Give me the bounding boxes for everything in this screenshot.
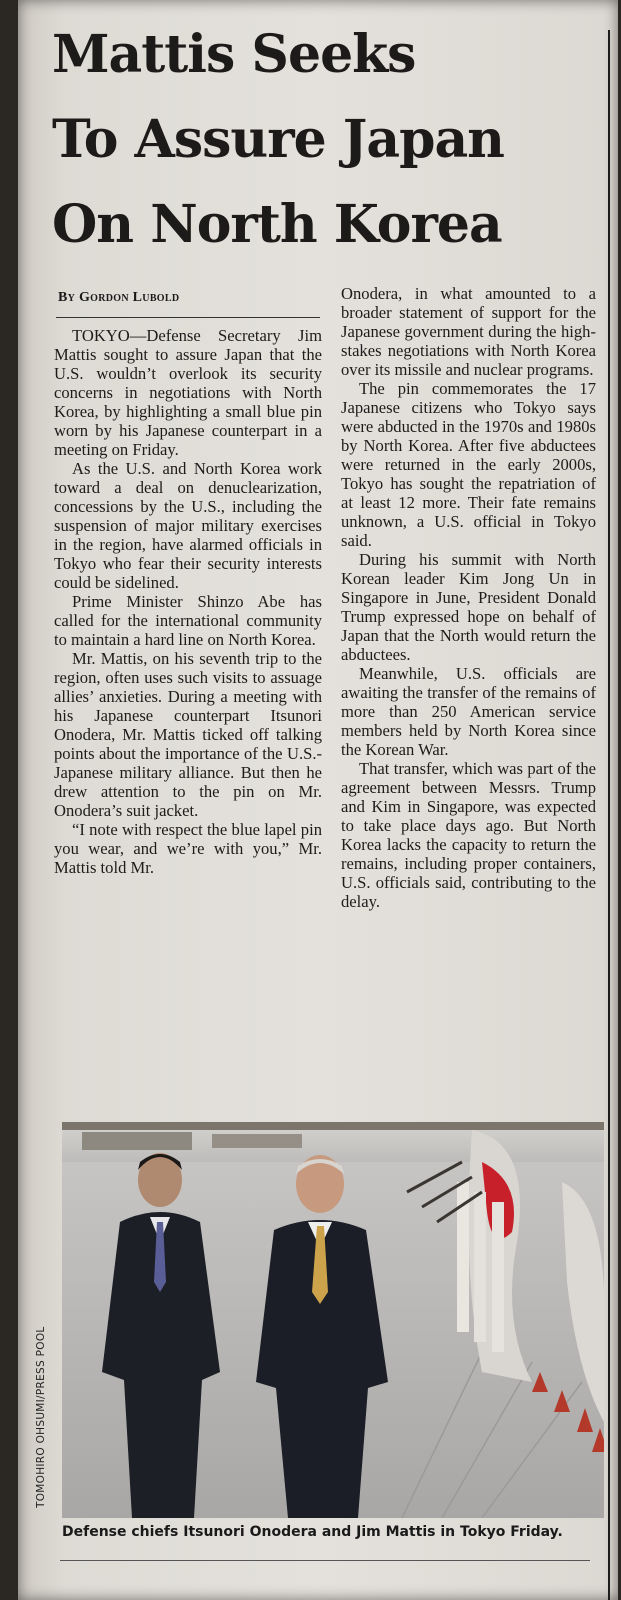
headline-line-2: To Assure Japan <box>52 109 504 170</box>
paragraph: Mr. Mattis, on his seventh trip to the region, often uses such visits to assuage allies’ anxieties. During a meeting with his Japanese counterpart Itsunori Onodera, Mr. Mattis ticked off talking points about the importance of the U.S.-Japanese military alliance. But then he drew attention to the pin on Mr. Onodera’s suit jacket. <box>54 649 322 820</box>
news-photo <box>62 1122 604 1518</box>
paragraph: The pin commemorates the 17 Japanese citizens who Tokyo says were abducted in the 1970s and 1980s by North Korea. After five abductees were returned in the early 2000s, Tokyo has sought the repatriation of at least 12 more. Their fate remains unknown, a U.S. official in Tokyo said. <box>341 379 596 550</box>
paragraph: Prime Minister Shinzo Abe has called for the international community to maintain a hard line on North Korea. <box>54 592 322 649</box>
paragraph: During his summit with North Korean leader Kim Jong Un in Singapore in June, President Donald Trump expressed hope on behalf of Japan that the North would return the abductees. <box>341 550 596 664</box>
photo-illustration <box>62 1122 604 1518</box>
headline <box>52 12 572 267</box>
column-rule <box>608 30 610 1600</box>
paragraph: Onodera, in what amounted to a broader statement of support for the Japanese government during the high-stakes negotiations with North Korea over its missile and nuclear programs. <box>341 284 596 379</box>
paragraph: “I note with respect the blue lapel pin you wear, and we’re with you,” Mr. Mattis told Mr. <box>54 820 322 877</box>
headline-line-3: On North Korea <box>52 194 502 255</box>
paragraph: Meanwhile, U.S. officials are awaiting the transfer of the remains of more than 250 American service members held by North Korea since the Korean War. <box>341 664 596 759</box>
article-column-left <box>54 326 322 877</box>
paragraph: As the U.S. and North Korea work toward a deal on denuclearization, concessions by the U.S., including the suspension of major military exercises in the region, have alarmed officials in Tokyo who fear their security interests could be sidelined. <box>54 459 322 592</box>
byline-divider <box>56 317 320 318</box>
paragraph: TOKYO—Defense Secretary Jim Mattis sought to assure Japan that the U.S. wouldn’t overlook its security concerns in negotiations with North Korea, by highlighting a small blue pin worn by his Japanese counterpart in a meeting on Friday. <box>54 326 322 459</box>
photo-caption: Defense chiefs Itsunori Onodera and Jim Mattis in Tokyo Friday. <box>62 1524 563 1540</box>
caption-divider <box>60 1560 590 1561</box>
article-column-right <box>341 284 596 911</box>
paragraph: That transfer, which was part of the agreement between Messrs. Trump and Kim in Singapore, was expected to take place days ago. But North Korea lacks the capacity to return the remains, including proper containers, U.S. officials said, contributing to the delay. <box>341 759 596 911</box>
photo-credit: TOMOHIRO OHSUMI/PRESS POOL <box>35 1326 47 1508</box>
headline-line-1: Mattis Seeks <box>52 24 416 85</box>
byline: By Gordon Lubold <box>58 290 180 305</box>
